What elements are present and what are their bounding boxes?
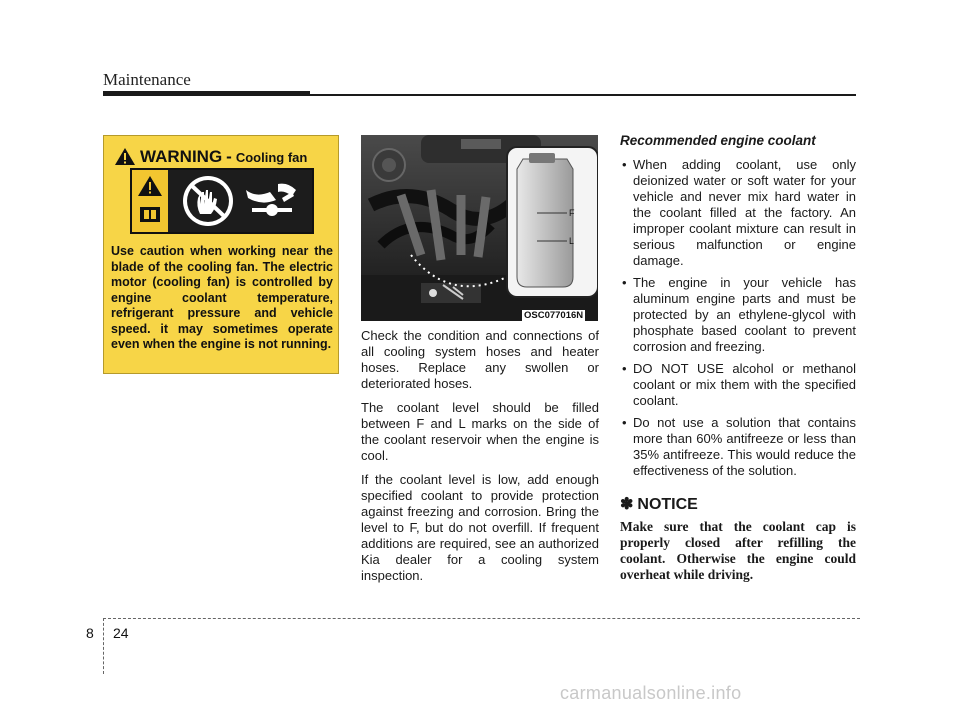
- list-item: • When adding coolant, use only deionized water or soft water for your vehicle and never mix hard water in the coolant filled at the factory. An improper coolant mixture can result in serious malfunction or engine damage.: [620, 157, 856, 269]
- header-rule-thin: [310, 94, 856, 96]
- list-item: • DO NOT USE alcohol or methanol coolant or mix them with the specified coolant.: [620, 361, 856, 409]
- list-item: • The engine in your vehicle has aluminum engine parts and must be protected by an ethylene-glycol with phosphate based coolant to prevent corrosion and freezing.: [620, 275, 856, 355]
- header-rule: [103, 91, 310, 96]
- warning-text: Use caution when working near the blade of the cooling fan. The electric motor (cooling fan) is controlled by engine coolant temperature, refrigerant pressure and vehicle speed. it may sometimes operate even when the engine is not running.: [111, 244, 333, 351]
- warning-triangle-icon: [115, 148, 135, 165]
- reservoir-full-mark: F: [569, 208, 575, 218]
- paragraph: The coolant level should be filled between F and L marks on the side of the coolant reservoir when the engine is cool.: [361, 400, 599, 463]
- page-number: 24: [113, 625, 129, 641]
- coolant-bullet-list: [620, 157, 856, 479]
- notice-heading: [620, 497, 856, 513]
- warning-word: WARNING: [140, 147, 223, 166]
- footer-divider: [103, 618, 104, 674]
- warning-heading: [115, 145, 307, 167]
- paragraph: Check the condition and connections of all cooling system hoses and heater hoses. Replace any swollen or deteriorated hoses.: [361, 328, 599, 391]
- fan-hazard-label: [132, 170, 312, 232]
- list-item: • Do not use a solution that contains more than 60% antifreeze or less than 35% antifreeze. This would reduce the effectiveness of the solution.: [620, 415, 856, 479]
- notice-asterisk-icon: ✽: [620, 496, 634, 513]
- manual-book-icon: [140, 207, 160, 222]
- watermark: carmanualsonline.info: [560, 683, 742, 703]
- chapter-number: 8: [86, 625, 94, 641]
- warning-subtitle: Cooling fan: [235, 150, 308, 165]
- notice-text: Make sure that the coolant cap is properly closed after refilling the coolant. Otherwise the engine could overheat while driving.: [620, 519, 856, 582]
- fan-blade-icon: [246, 184, 296, 216]
- engine-coolant-photo: [361, 135, 598, 321]
- coolant-check-text: [361, 328, 599, 592]
- recommended-coolant-section: [620, 133, 856, 583]
- reservoir-low-mark: L: [569, 236, 575, 246]
- section-heading: Recommended engine coolant: [620, 133, 816, 148]
- footer-rule: [103, 618, 860, 619]
- photo-code: OSC077016N: [524, 310, 584, 321]
- warning-separator: -: [226, 147, 232, 166]
- page-title: Maintenance: [103, 70, 191, 89]
- paragraph: If the coolant level is low, add enough specified coolant to provide protection against freezing and corrosion. Bring the level to F, but do not overfill. If frequent additions are required, see an authorized Kia dealer for a cooling system inspection.: [361, 472, 599, 583]
- notice-title: NOTICE: [637, 496, 698, 513]
- engine-bay-illustration: [361, 135, 598, 321]
- warning-label-graphic: [130, 168, 314, 234]
